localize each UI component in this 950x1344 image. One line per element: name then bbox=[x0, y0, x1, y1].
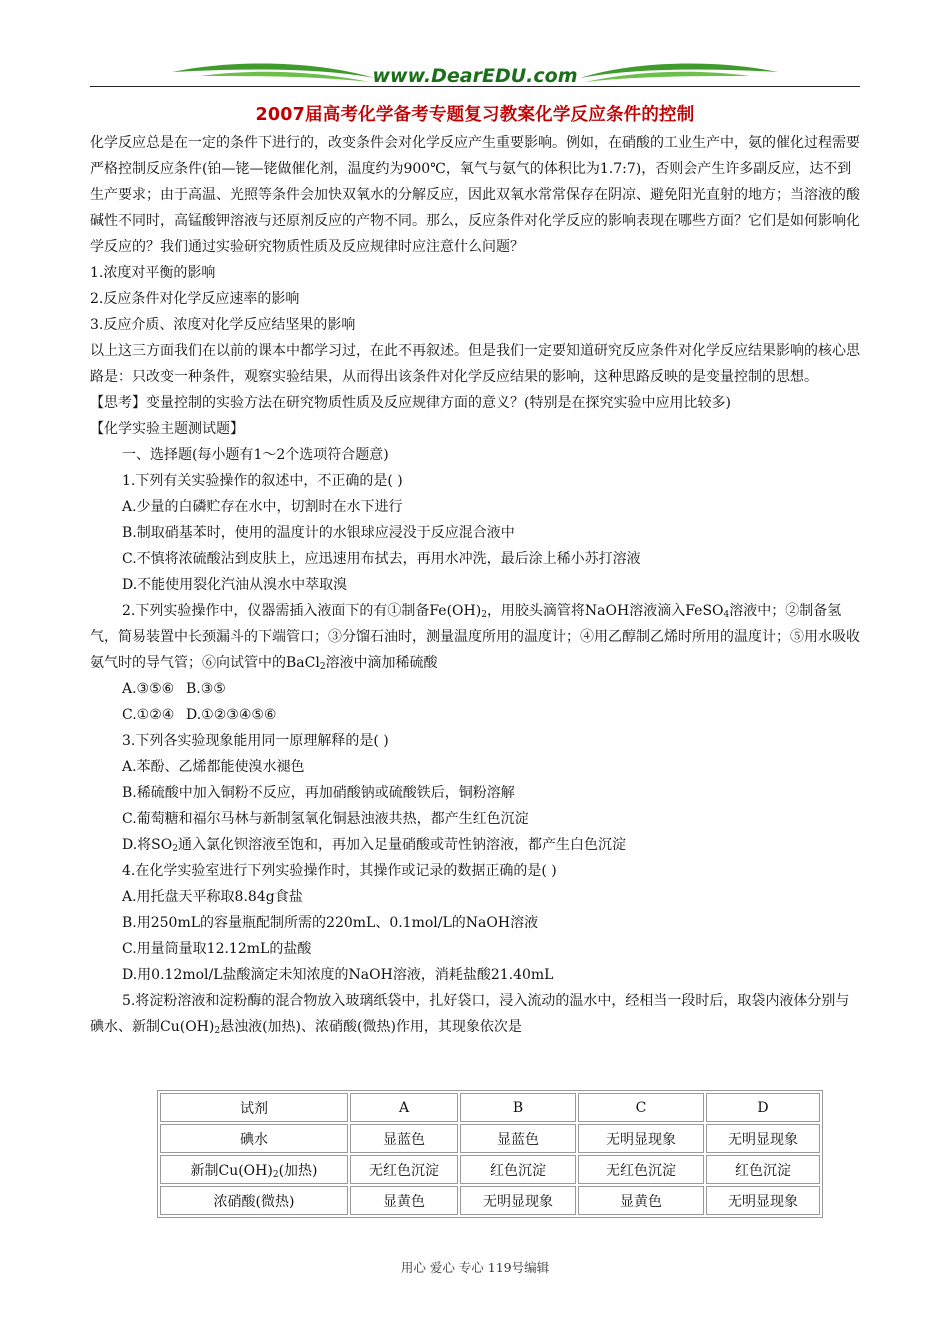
q1-option-c: C.不慎将浓硫酸沾到皮肤上，应迅速用布拭去，再用水冲洗，最后涂上稀小苏打溶液 bbox=[122, 551, 641, 567]
q3-option-b: B.稀硫酸中加入铜粉不反应，再加硝酸钠或硫酸铁后，铜粉溶解 bbox=[122, 785, 515, 801]
q1-option-b: B.制取硝基苯时，使用的温度计的水银球应浸没于反应混合液中 bbox=[122, 525, 515, 541]
q3-option-d bbox=[90, 832, 860, 858]
table-row bbox=[160, 1155, 820, 1184]
table-cell: 无明显现象 bbox=[706, 1186, 820, 1215]
q3-option-a: A.苯酚、乙烯都能使溴水褪色 bbox=[122, 759, 305, 775]
section-heading: 【化学实验主题测试题】 bbox=[90, 421, 244, 437]
q4-option-d: D.用0.12mol/L盐酸滴定未知浓度的NaOH溶液，消耗盐酸21.40mL bbox=[122, 967, 554, 983]
site-logo bbox=[170, 58, 780, 94]
table-cell: 显黄色 bbox=[350, 1186, 458, 1215]
q5-text-2: 悬浊液(加热)、浓硝酸(微热)作用，其现象依次是 bbox=[220, 1019, 522, 1035]
q5-table bbox=[157, 1090, 823, 1218]
q2-options-row-2 bbox=[90, 702, 860, 728]
q4-stem: 4.在化学实验室进行下列实验操作时，其操作或记录的数据正确的是( ) bbox=[122, 863, 557, 879]
document-body bbox=[90, 130, 860, 1040]
q2-option-b: B.③⑤ bbox=[186, 681, 226, 697]
q2-text-2: ，用胶头滴管将NaOH溶液滴入FeSO bbox=[486, 603, 724, 619]
intro-paragraph: 化学反应总是在一定的条件下进行的，改变条件会对化学反应产生重要影响。例如，在硝酸的工业生产中，氨的催化过程需要严格控制反应条件(铂—铑—铑做催化剂，温度约为900℃，氧气与氨气的体积比为1.7:7)，否则会产生许多副反应，达不到生产要求；由于高温、光照等条件会加快双氧水的分解反应，因此双氧水常常保存在阴凉、避免阳光直射的地方；当溶液的酸碱性不同时，高锰酸钾溶液与还原剂反应的产物不同。那么，反应条件对化学反应的影响表现在哪些方面？它们是如何影响化学反应的？我们通过实验研究物质性质及反应规律时应注意什么问题？ bbox=[90, 135, 860, 255]
table-cell: 无红色沉淀 bbox=[350, 1155, 458, 1184]
think-paragraph: 【思考】变量控制的实验方法在研究物质性质及反应规律方面的意义？(特别是在探究实验中应用比较多) bbox=[90, 395, 731, 411]
summary-paragraph: 以上这三方面我们在以前的课本中都学习过，在此不再叙述。但是我们一定要知道研究反应条件对化学反应结果影响的核心思路是：只改变一种条件，观察实验结果，从而得出该条件对化学反应结果的影响，这种思路反映的是变量控制的思想。 bbox=[90, 343, 860, 385]
table-header-cell: A bbox=[350, 1093, 458, 1122]
q1-option-a: A.少量的白磷贮存在水中，切割时在水下进行 bbox=[122, 499, 403, 515]
page-footer: 用心 爱心 专心 119号编辑 bbox=[400, 1260, 550, 1275]
q2-text-3: 溶液中；②制备氢气，简易装置中长颈漏斗的下端管口；③分馏石油时，测量温度所用的温度计；④用乙醇制乙烯时所用的温度计；⑤用水吸收氨气时的导气管；⑥向试管中的BaCl bbox=[90, 603, 860, 671]
table-row bbox=[160, 1186, 820, 1215]
list-item-1: 1.浓度对平衡的影响 bbox=[90, 265, 216, 281]
document-title: 2007届高考化学备考专题复习教案化学反应条件的控制 bbox=[255, 105, 695, 125]
q2-text-1: 2.下列实验操作中，仪器需插入液面下的有①制备Fe(OH) bbox=[122, 603, 482, 619]
table-header-cell: D bbox=[706, 1093, 820, 1122]
q1-option-d: D.不能使用裂化汽油从溴水中萃取溴 bbox=[122, 577, 348, 593]
q3-d-text-1: D.将SO bbox=[122, 837, 173, 853]
q3-stem: 3.下列各实验现象能用同一原理解释的是( ) bbox=[122, 733, 389, 749]
q4-option-c: C.用量筒量取12.12mL的盐酸 bbox=[122, 941, 312, 957]
q1-stem: 1.下列有关实验操作的叙述中，不正确的是( ) bbox=[122, 473, 403, 489]
q3-d-subscript: 2 bbox=[172, 844, 178, 854]
q2-stem bbox=[90, 598, 860, 676]
table-cell: 无明显现象 bbox=[460, 1186, 576, 1215]
table-cell: 浓硝酸(微热) bbox=[160, 1186, 348, 1215]
q4-option-b: B.用250mL的容量瓶配制所需的220mL、0.1mol/L的NaOH溶液 bbox=[122, 915, 539, 931]
table-cell: 显黄色 bbox=[578, 1186, 704, 1215]
site-logo-text: www.DearEDU.com bbox=[372, 65, 578, 87]
q5-stem bbox=[90, 988, 860, 1040]
table-cell: 红色沉淀 bbox=[460, 1155, 576, 1184]
q2-subscript-2: 4 bbox=[723, 610, 730, 620]
header-rule bbox=[90, 86, 860, 87]
list-item-2: 2.反应条件对化学反应速率的影响 bbox=[90, 291, 300, 307]
list-item-3: 3.反应介质、浓度对化学反应结坚果的影响 bbox=[90, 317, 356, 333]
q2-text-4: 溶液中滴加稀硫酸 bbox=[325, 655, 438, 671]
q3-d-text-2: 通入氯化钡溶液至饱和，再加入足量硝酸或苛性钠溶液，都产生白色沉淀 bbox=[177, 837, 626, 853]
table-cell: 显蓝色 bbox=[460, 1124, 576, 1153]
table-header-row bbox=[160, 1093, 820, 1122]
q4-option-a: A.用托盘天平称取8.84g食盐 bbox=[122, 889, 303, 905]
table-cell: 无明显现象 bbox=[706, 1124, 820, 1153]
table-cell: 红色沉淀 bbox=[706, 1155, 820, 1184]
table-cell: 显蓝色 bbox=[350, 1124, 458, 1153]
q5-text-1: 5.将淀粉溶液和淀粉酶的混合物放入玻璃纸袋中，扎好袋口，浸入流动的温水中，经相当一段时后，取袋内液体分别与碘水、新制Cu(OH) bbox=[90, 993, 850, 1035]
q2-option-a: A.③⑤⑥ bbox=[122, 681, 175, 697]
part-heading: 一、选择题(每小题有1～2个选项符合题意) bbox=[122, 447, 389, 463]
table-header-cell: 试剂 bbox=[160, 1093, 348, 1122]
table-header-cell: B bbox=[460, 1093, 576, 1122]
q2-option-d: D.①②③④⑤⑥ bbox=[186, 707, 277, 723]
q2-subscript-3: 2 bbox=[319, 662, 326, 672]
row-label-text: 新制Cu(OH) bbox=[190, 1162, 273, 1179]
row-label-subscript: 2 bbox=[272, 1169, 279, 1180]
row-label-suffix: (加热) bbox=[278, 1162, 318, 1179]
table-row bbox=[160, 1124, 820, 1153]
table-header-cell: C bbox=[578, 1093, 704, 1122]
q5-subscript: 2 bbox=[214, 1026, 221, 1036]
q2-subscript-1: 2 bbox=[481, 610, 487, 620]
table-cell: 无红色沉淀 bbox=[578, 1155, 704, 1184]
q2-options-row-1 bbox=[90, 676, 860, 702]
q3-option-c: C.葡萄糖和福尔马林与新制氢氧化铜悬浊液共热，都产生红色沉淀 bbox=[122, 811, 529, 827]
table-cell: 碘水 bbox=[160, 1124, 348, 1153]
q5-table-wrapper bbox=[157, 1090, 823, 1218]
table-cell bbox=[160, 1155, 348, 1184]
table-cell: 无明显现象 bbox=[578, 1124, 704, 1153]
q2-option-c: C.①②④ bbox=[122, 707, 175, 723]
